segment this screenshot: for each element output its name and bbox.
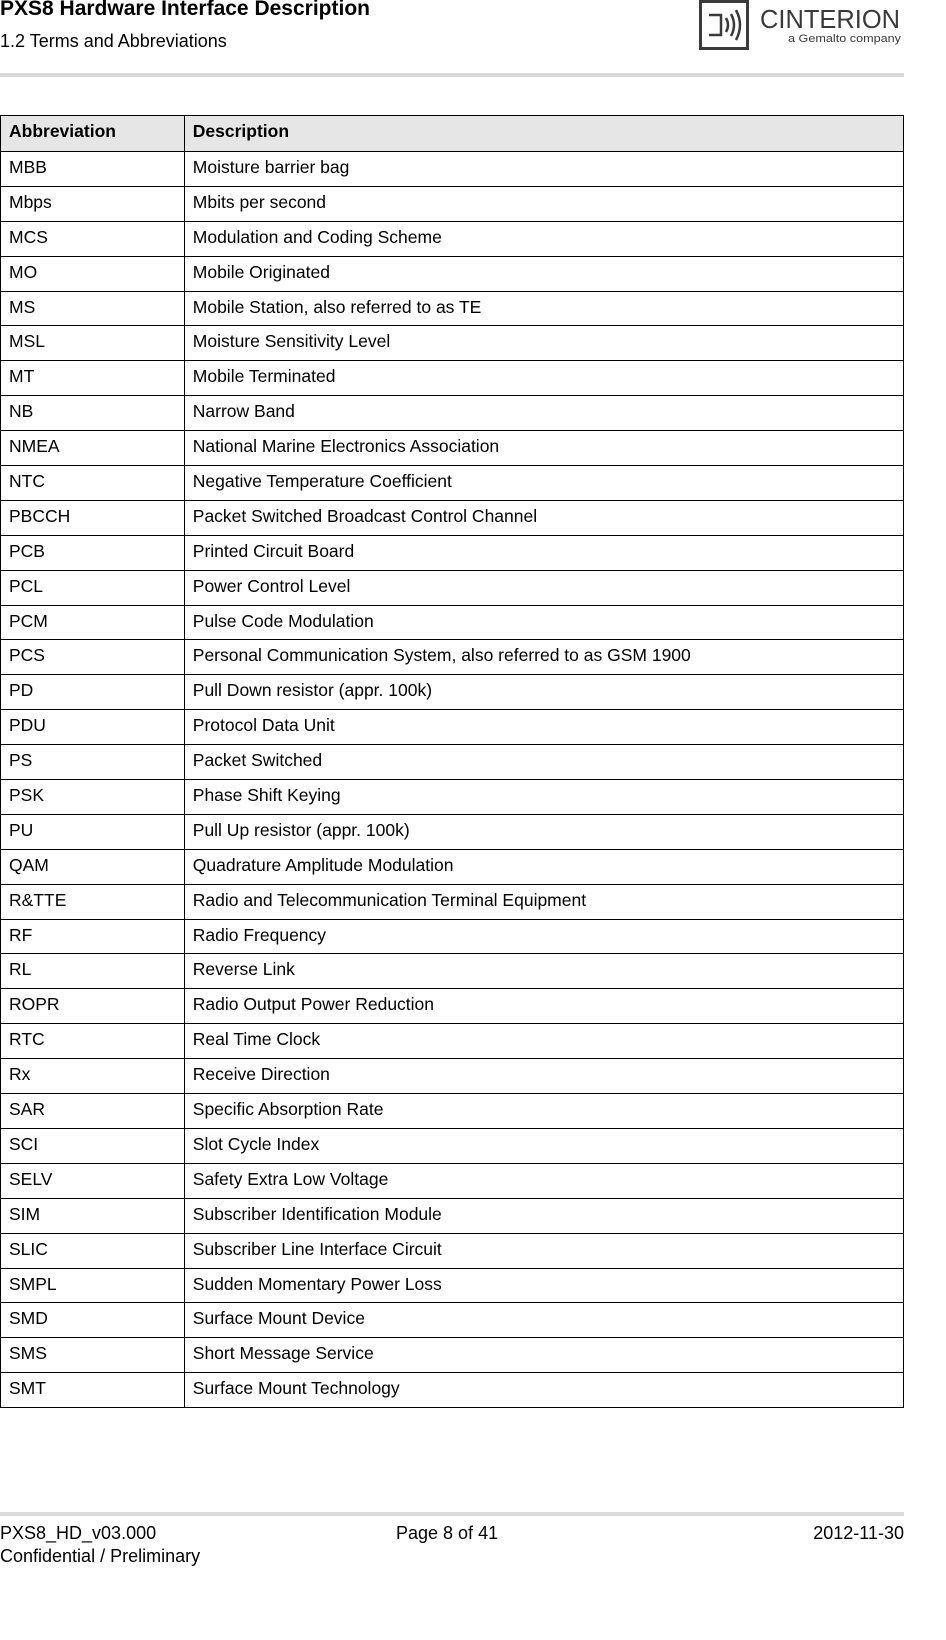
description-cell: Radio Frequency xyxy=(184,919,903,954)
abbreviation-cell: Mbps xyxy=(1,186,185,221)
abbreviation-cell: QAM xyxy=(1,849,185,884)
table-row xyxy=(1,152,904,187)
cinterion-logo xyxy=(699,0,904,50)
footer-divider xyxy=(0,1512,904,1516)
abbreviation-cell: PU xyxy=(1,814,185,849)
table-row xyxy=(1,919,904,954)
abbreviation-cell: PSK xyxy=(1,780,185,815)
header-divider xyxy=(0,73,904,77)
abbreviation-cell: PD xyxy=(1,675,185,710)
description-cell: Reverse Link xyxy=(184,954,903,989)
table-row xyxy=(1,221,904,256)
abbreviation-cell: SMS xyxy=(1,1338,185,1373)
description-cell: Mbits per second xyxy=(184,186,903,221)
abbreviation-cell: RL xyxy=(1,954,185,989)
table-row xyxy=(1,431,904,466)
column-header-description: Description xyxy=(184,116,903,152)
footer-date: 2012-11-30 xyxy=(813,1523,904,1543)
abbreviation-cell: NMEA xyxy=(1,431,185,466)
abbreviation-cell: PCS xyxy=(1,640,185,675)
abbreviation-cell: SLIC xyxy=(1,1233,185,1268)
description-cell: Narrow Band xyxy=(184,396,903,431)
abbreviation-cell: SMPL xyxy=(1,1268,185,1303)
abbreviation-cell: PBCCH xyxy=(1,500,185,535)
description-cell: Pulse Code Modulation xyxy=(184,605,903,640)
table-row xyxy=(1,849,904,884)
table-row xyxy=(1,570,904,605)
description-cell: Surface Mount Device xyxy=(184,1303,903,1338)
abbreviation-cell: Rx xyxy=(1,1059,185,1094)
abbreviations-table xyxy=(0,115,904,1408)
section-title: 1.2 Terms and Abbreviations xyxy=(0,31,227,51)
table-row xyxy=(1,605,904,640)
description-cell: Packet Switched xyxy=(184,745,903,780)
table-row xyxy=(1,954,904,989)
table-body xyxy=(1,152,904,1408)
table-row xyxy=(1,1338,904,1373)
logo-brand: CINTERION xyxy=(760,4,900,34)
description-cell: Radio Output Power Reduction xyxy=(184,989,903,1024)
table-row xyxy=(1,745,904,780)
description-cell: Moisture barrier bag xyxy=(184,152,903,187)
table-row xyxy=(1,1163,904,1198)
table-row xyxy=(1,640,904,675)
table-row xyxy=(1,1024,904,1059)
abbreviation-cell: ROPR xyxy=(1,989,185,1024)
description-cell: Subscriber Line Interface Circuit xyxy=(184,1233,903,1268)
abbreviation-cell: MCS xyxy=(1,221,185,256)
abbreviation-cell: NB xyxy=(1,396,185,431)
table-row xyxy=(1,1373,904,1408)
description-cell: Sudden Momentary Power Loss xyxy=(184,1268,903,1303)
document-title: PXS8 Hardware Interface Description xyxy=(0,0,370,20)
abbreviation-cell: NTC xyxy=(1,466,185,501)
table-row xyxy=(1,500,904,535)
abbreviation-cell: RTC xyxy=(1,1024,185,1059)
table-row xyxy=(1,1094,904,1129)
table-row xyxy=(1,884,904,919)
logo-tagline: a Gemalto company xyxy=(788,33,902,45)
abbreviation-cell: SAR xyxy=(1,1094,185,1129)
table-row xyxy=(1,1268,904,1303)
footer-page-number: Page 8 of 41 xyxy=(396,1523,499,1543)
description-cell: Mobile Terminated xyxy=(184,361,903,396)
description-cell: Protocol Data Unit xyxy=(184,710,903,745)
description-cell: Pull Up resistor (appr. 100k) xyxy=(184,814,903,849)
table-row xyxy=(1,396,904,431)
table-row xyxy=(1,466,904,501)
abbreviation-cell: SIM xyxy=(1,1198,185,1233)
abbreviation-cell: PCL xyxy=(1,570,185,605)
table-row xyxy=(1,1233,904,1268)
description-cell: Slot Cycle Index xyxy=(184,1128,903,1163)
description-cell: Safety Extra Low Voltage xyxy=(184,1163,903,1198)
description-cell: Pull Down resistor (appr. 100k) xyxy=(184,675,903,710)
description-cell: Modulation and Coding Scheme xyxy=(184,221,903,256)
table-row xyxy=(1,256,904,291)
abbreviation-cell: R&TTE xyxy=(1,884,185,919)
abbreviation-cell: SELV xyxy=(1,1163,185,1198)
abbreviation-cell: PCB xyxy=(1,535,185,570)
description-cell: Quadrature Amplitude Modulation xyxy=(184,849,903,884)
table-row xyxy=(1,326,904,361)
table-row xyxy=(1,780,904,815)
description-cell: Personal Communication System, also referred to as GSM 1900 xyxy=(184,640,903,675)
table-row xyxy=(1,710,904,745)
table-row xyxy=(1,814,904,849)
abbreviation-cell: RF xyxy=(1,919,185,954)
table-row xyxy=(1,1128,904,1163)
description-cell: National Marine Electronics Association xyxy=(184,431,903,466)
table-row xyxy=(1,291,904,326)
description-cell: Printed Circuit Board xyxy=(184,535,903,570)
description-cell: Receive Direction xyxy=(184,1059,903,1094)
table-row xyxy=(1,1198,904,1233)
abbreviation-cell: MBB xyxy=(1,152,185,187)
abbreviation-cell: MO xyxy=(1,256,185,291)
table-row xyxy=(1,535,904,570)
abbreviation-cell: SMD xyxy=(1,1303,185,1338)
abbreviation-cell: PS xyxy=(1,745,185,780)
description-cell: Real Time Clock xyxy=(184,1024,903,1059)
abbreviation-cell: MT xyxy=(1,361,185,396)
abbreviation-cell: MSL xyxy=(1,326,185,361)
description-cell: Subscriber Identification Module xyxy=(184,1198,903,1233)
abbreviation-cell: PDU xyxy=(1,710,185,745)
footer-classification: Confidential / Preliminary xyxy=(0,1546,201,1566)
table-header-row xyxy=(1,116,904,152)
description-cell: Mobile Station, also referred to as TE xyxy=(184,291,903,326)
column-header-abbreviation: Abbreviation xyxy=(1,116,185,152)
abbreviation-cell: SCI xyxy=(1,1128,185,1163)
description-cell: Radio and Telecommunication Terminal Equipment xyxy=(184,884,903,919)
abbreviation-cell: SMT xyxy=(1,1373,185,1408)
table-row xyxy=(1,675,904,710)
footer-document-id: PXS8_HD_v03.000 xyxy=(0,1523,157,1543)
description-cell: Power Control Level xyxy=(184,570,903,605)
description-cell: Negative Temperature Coefficient xyxy=(184,466,903,501)
table-row xyxy=(1,186,904,221)
description-cell: Surface Mount Technology xyxy=(184,1373,903,1408)
table-row xyxy=(1,1059,904,1094)
table-row xyxy=(1,361,904,396)
abbreviation-cell: PCM xyxy=(1,605,185,640)
table-row xyxy=(1,1303,904,1338)
description-cell: Moisture Sensitivity Level xyxy=(184,326,903,361)
description-cell: Short Message Service xyxy=(184,1338,903,1373)
table-row xyxy=(1,989,904,1024)
description-cell: Phase Shift Keying xyxy=(184,780,903,815)
description-cell: Packet Switched Broadcast Control Channel xyxy=(184,500,903,535)
abbreviation-cell: MS xyxy=(1,291,185,326)
description-cell: Mobile Originated xyxy=(184,256,903,291)
description-cell: Specific Absorption Rate xyxy=(184,1094,903,1129)
